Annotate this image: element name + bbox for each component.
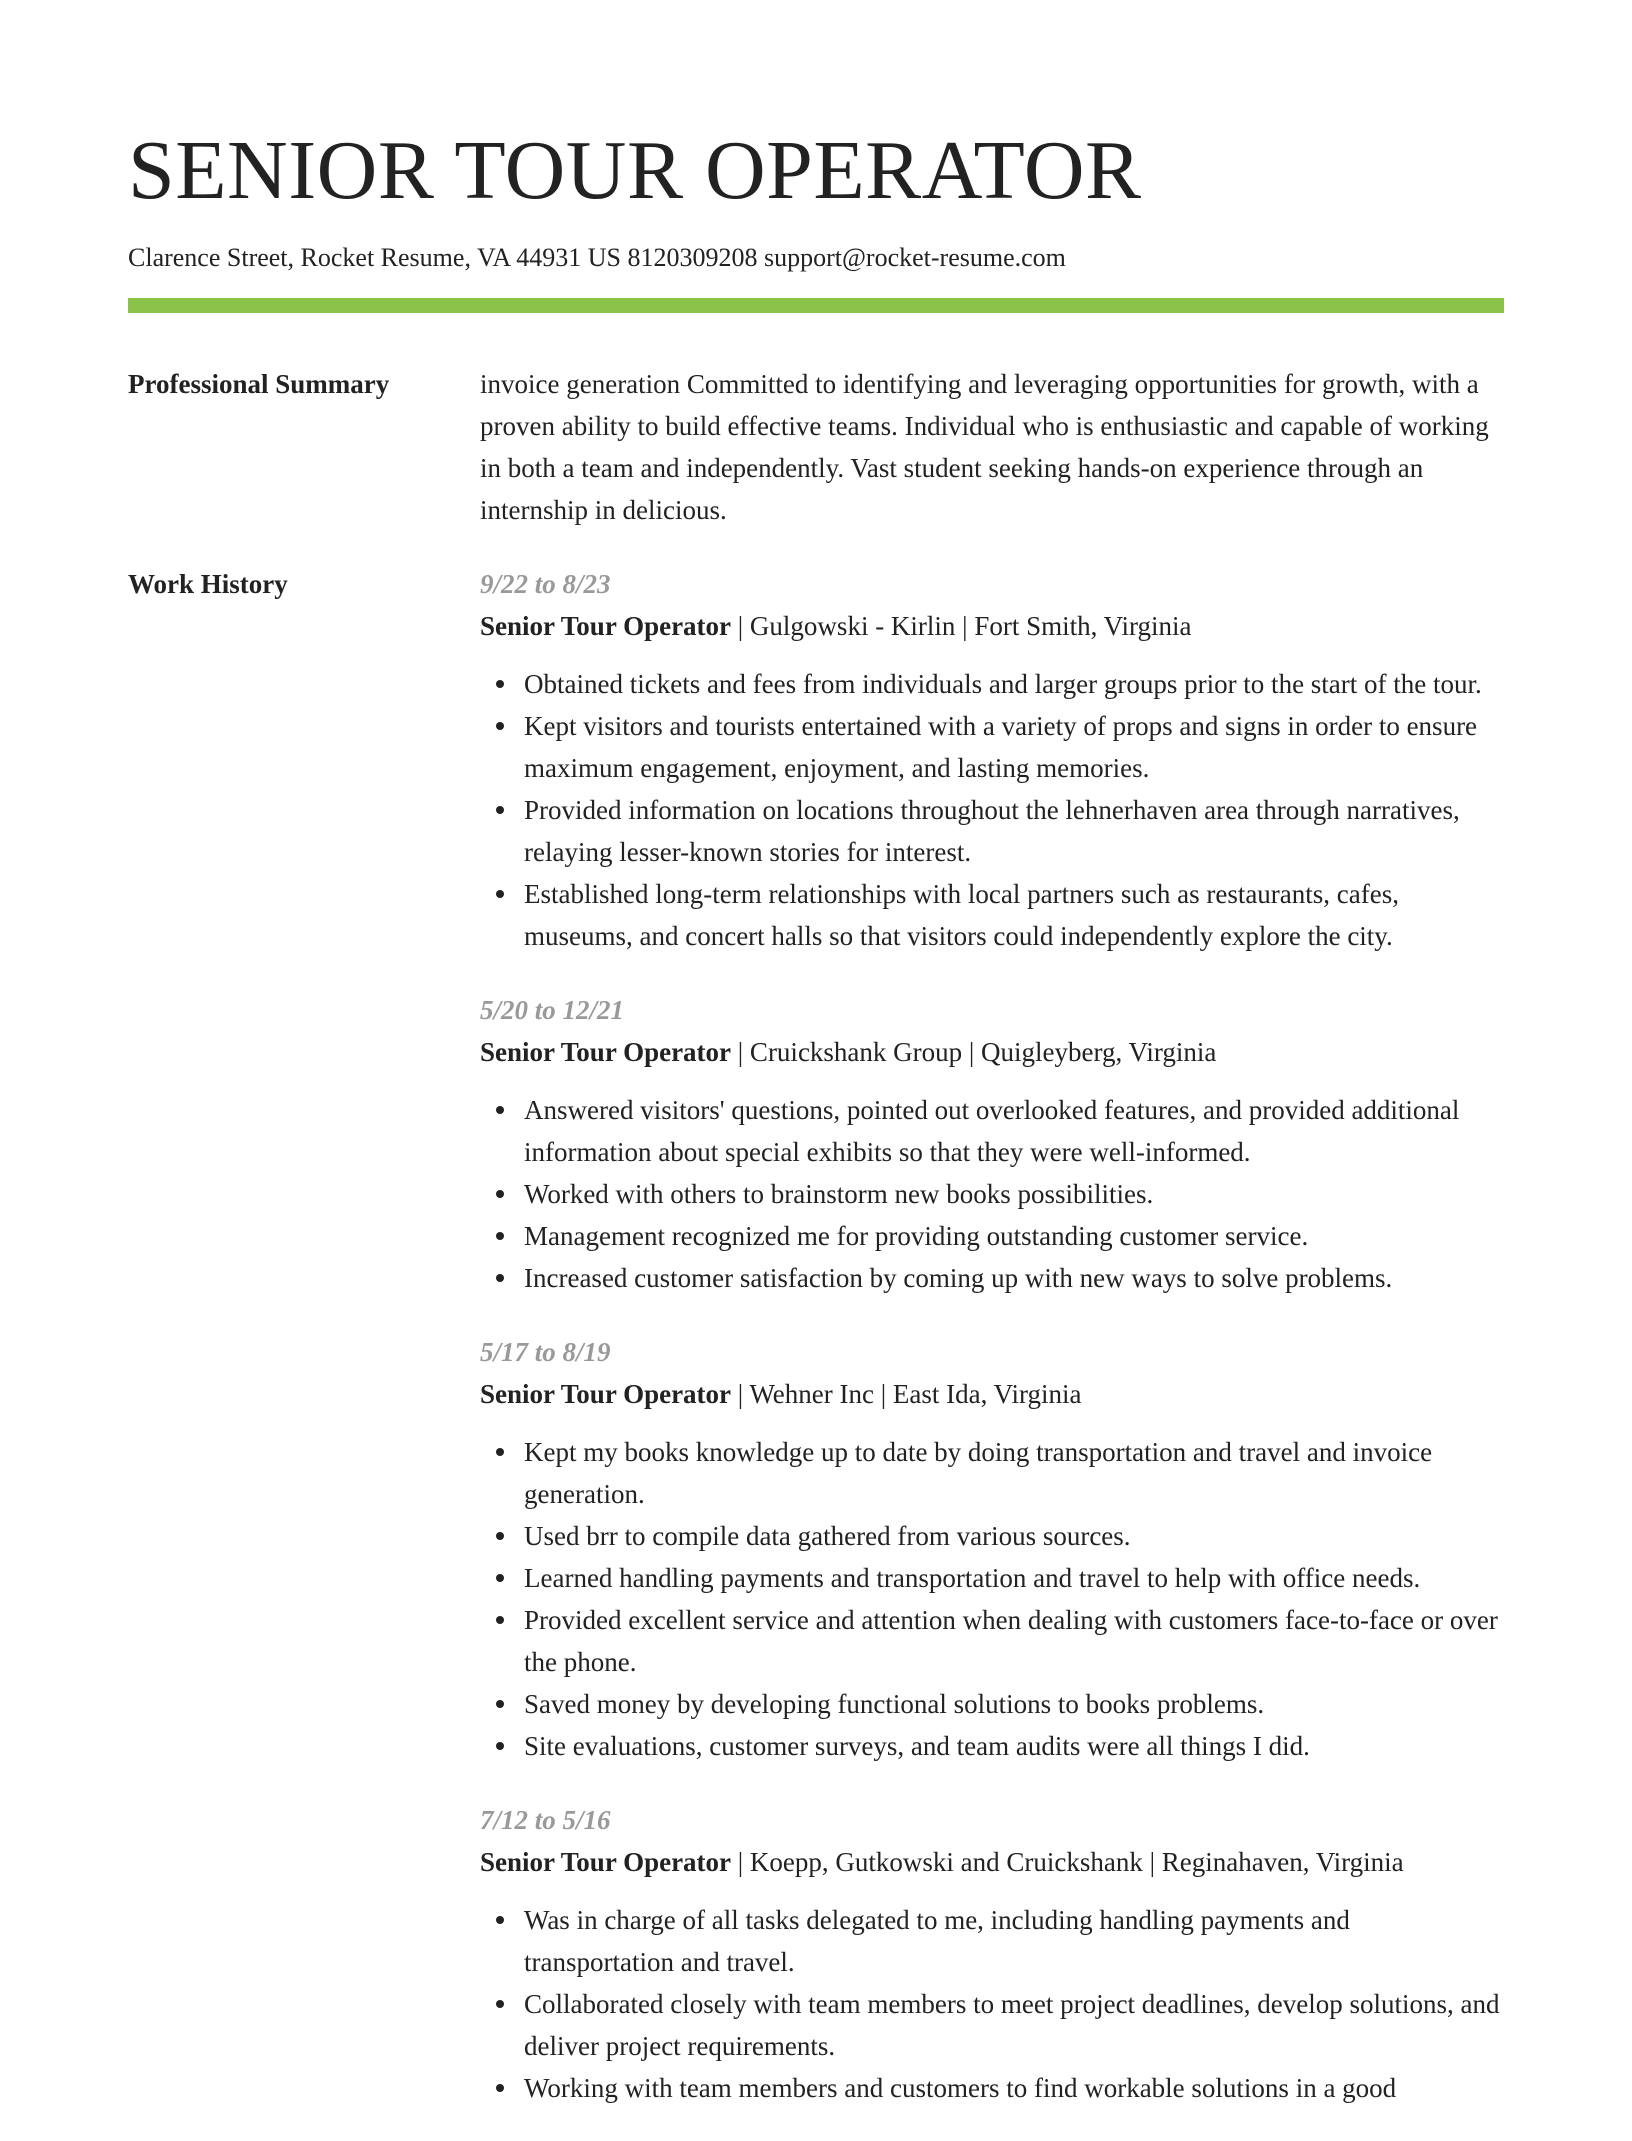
job-bullet-item: Site evaluations, customer surveys, and team audits were all things I did. <box>524 1725 1504 1767</box>
work-history-section <box>128 563 1504 2141</box>
job-dates: 5/20 to 12/21 <box>480 995 625 1025</box>
job-bullet-item: Working with team members and customers to find workable solutions in a good <box>524 2067 1504 2109</box>
job-bullet-item: Provided information on locations throughout the lehnerhaven area through narratives, relaying lesser-known stories for interest. <box>524 789 1504 873</box>
job-title-line <box>480 605 1504 647</box>
job-entry <box>480 1799 1504 2109</box>
contact-info: Clarence Street, Rocket Resume, VA 44931 US 8120309208 support@rocket-resume.com <box>128 243 1066 272</box>
job-title-line <box>480 1841 1504 1883</box>
job-company-location: | Gulgowski - Kirlin | Fort Smith, Virginia <box>731 611 1192 641</box>
job-bullet-list <box>480 1899 1504 2109</box>
job-bullet-item: Kept my books knowledge up to date by doing transportation and travel and invoice generation. <box>524 1431 1504 1515</box>
job-dates: 9/22 to 8/23 <box>480 569 611 599</box>
job-bullet-item: Established long-term relationships with local partners such as restaurants, cafes, museums, and concert halls so that visitors could independently explore the city. <box>524 873 1504 957</box>
job-bullet-item: Increased customer satisfaction by coming up with new ways to solve problems. <box>524 1257 1504 1299</box>
job-title: Senior Tour Operator <box>480 1379 732 1409</box>
job-bullet-item: Used brr to compile data gathered from various sources. <box>524 1515 1504 1557</box>
job-entry <box>480 563 1504 957</box>
job-bullet-item: Provided excellent service and attention when dealing with customers face-to-face or over the phone. <box>524 1599 1504 1683</box>
job-bullet-item: Saved money by developing functional solutions to books problems. <box>524 1683 1504 1725</box>
job-bullet-item: Was in charge of all tasks delegated to me, including handling payments and transportation and travel. <box>524 1899 1504 1983</box>
work-history-list <box>480 563 1504 2141</box>
section-heading-summary: Professional Summary <box>128 369 390 399</box>
job-title-line <box>480 1373 1504 1415</box>
job-bullet-item: Management recognized me for providing outstanding customer service. <box>524 1215 1504 1257</box>
resume-title: SENIOR TOUR OPERATOR <box>128 124 1142 217</box>
job-bullet-list <box>480 1431 1504 1767</box>
job-bullet-item: Answered visitors' questions, pointed out overlooked features, and provided additional information about special exhibits so that they were well-informed. <box>524 1089 1504 1173</box>
job-company-location: | Wehner Inc | East Ida, Virginia <box>731 1379 1082 1409</box>
resume-page <box>128 0 1504 2141</box>
job-title: Senior Tour Operator <box>480 1037 732 1067</box>
job-title: Senior Tour Operator <box>480 1847 732 1877</box>
job-company-location: | Cruickshank Group | Quigleyberg, Virginia <box>731 1037 1217 1067</box>
professional-summary-section <box>128 363 1504 531</box>
job-dates: 5/17 to 8/19 <box>480 1337 611 1367</box>
job-bullet-item: Learned handling payments and transportation and travel to help with office needs. <box>524 1557 1504 1599</box>
job-company-location: | Koepp, Gutkowski and Cruickshank | Reginahaven, Virginia <box>731 1847 1404 1877</box>
job-bullet-item: Kept visitors and tourists entertained with a variety of props and signs in order to ensure maximum engagement, enjoyment, and lasting memories. <box>524 705 1504 789</box>
job-bullet-item: Worked with others to brainstorm new books possibilities. <box>524 1173 1504 1215</box>
job-bullet-list <box>480 663 1504 957</box>
job-title-line <box>480 1031 1504 1073</box>
job-dates: 7/12 to 5/16 <box>480 1805 611 1835</box>
job-bullet-item: Collaborated closely with team members to meet project deadlines, develop solutions, and deliver project requirements. <box>524 1983 1504 2067</box>
summary-text: invoice generation Committed to identifying and leveraging opportunities for growth, with a proven ability to build effective teams. Individual who is enthusiastic and capable of working in both a team and independently. Vast student seeking hands-on experience through an internship in delicious. <box>480 369 1489 525</box>
job-bullet-list <box>480 1089 1504 1299</box>
job-bullet-item: Obtained tickets and fees from individuals and larger groups prior to the start of the tour. <box>524 663 1504 705</box>
job-entry <box>480 1331 1504 1767</box>
accent-divider <box>128 298 1504 313</box>
section-heading-work-history: Work History <box>128 569 288 599</box>
job-entry <box>480 989 1504 1299</box>
job-title: Senior Tour Operator <box>480 611 732 641</box>
